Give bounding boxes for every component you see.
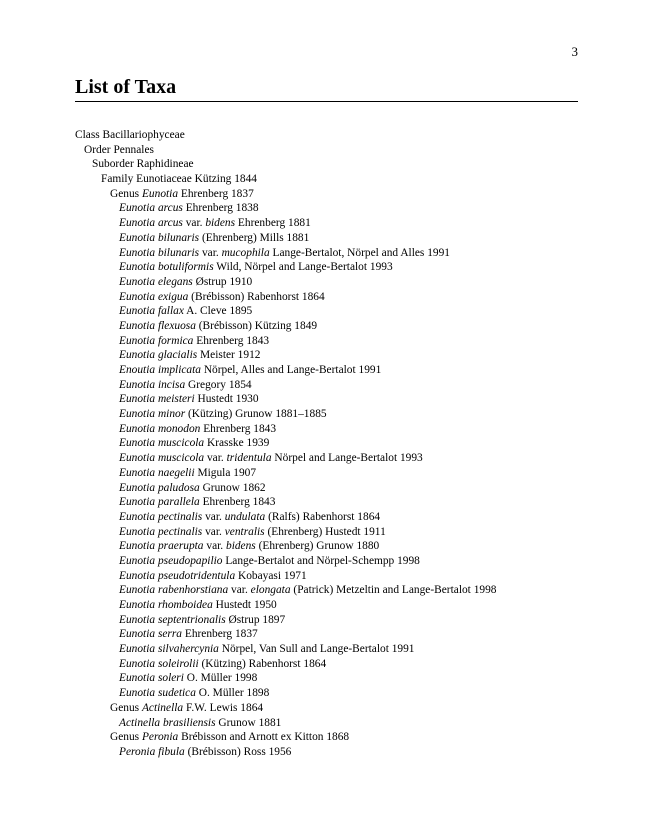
taxon-genus: Eunotia xyxy=(119,452,156,465)
taxon-genus: Enoutia xyxy=(119,364,156,376)
taxon-genus: Eunotia xyxy=(119,217,156,230)
taxon-entry xyxy=(75,583,605,598)
taxon-author: Kützing 1844 xyxy=(194,173,257,186)
taxon-species: arcus xyxy=(157,217,183,230)
taxon-species: minor xyxy=(157,408,186,421)
taxon-author: A. Cleve 1895 xyxy=(186,305,253,318)
taxon-entry xyxy=(75,319,605,334)
taxon-name: Eunotiaceae xyxy=(136,173,192,186)
taxon-infra-rank: var. xyxy=(231,584,248,597)
taxon-species: serra xyxy=(157,628,182,641)
taxon-entry xyxy=(75,436,605,451)
taxon-author: Lange-Bertalot, Nörpel and Alles 1991 xyxy=(272,246,450,259)
taxon-entry xyxy=(75,657,605,672)
taxon-author: Ehrenberg 1881 xyxy=(237,217,311,230)
taxon-genus: Eunotia xyxy=(119,496,156,509)
taxon-rank: Class xyxy=(75,129,100,141)
taxon-genus: Eunotia xyxy=(119,319,156,332)
taxon-entry xyxy=(75,378,605,393)
taxon-genus: Eunotia xyxy=(119,628,156,641)
taxon-rank: Order xyxy=(84,143,111,156)
taxon-species: monodon xyxy=(157,422,201,435)
taxon-infra-rank: var. xyxy=(205,510,222,523)
taxon-genus: Eunotia xyxy=(119,672,156,685)
taxon-infra-rank: var. xyxy=(185,217,203,230)
taxon-author: (Ehrenberg) Mills 1881 xyxy=(201,231,310,244)
taxon-entry xyxy=(75,231,605,246)
taxon-name: Eunotia xyxy=(141,187,179,200)
taxon-entry xyxy=(75,128,605,143)
taxon-genus: Eunotia xyxy=(119,408,156,421)
taxon-author: Nörpel, Van Sull and Lange-Bertalot 1991 xyxy=(221,643,415,656)
taxon-genus: Eunotia xyxy=(119,657,156,670)
taxon-genus: Eunotia xyxy=(119,554,156,567)
taxon-author: Wild, Nörpel and Lange-Bertalot 1993 xyxy=(216,261,393,274)
taxon-entry xyxy=(75,745,605,760)
taxon-genus: Eunotia xyxy=(119,290,156,303)
taxon-species: septentrionalis xyxy=(157,613,226,626)
taxon-name: Bacillariophyceae xyxy=(102,129,185,141)
taxon-rank: Genus xyxy=(110,731,140,744)
taxon-author: (Ehrenberg) Hustedt 1911 xyxy=(267,525,386,538)
taxon-author: (Brébisson) Rabenhorst 1864 xyxy=(191,290,325,303)
taxon-author: F.W. Lewis 1864 xyxy=(185,701,264,714)
taxon-entry xyxy=(75,701,605,716)
taxon-species: soleirolii xyxy=(157,657,199,670)
taxon-rank: Genus xyxy=(110,187,140,200)
taxon-species: arcus xyxy=(157,202,183,215)
taxon-species: parallela xyxy=(157,496,200,509)
taxon-infraspecific: bidens xyxy=(205,217,236,230)
taxon-author: Østrup 1897 xyxy=(228,613,286,626)
taxon-entry xyxy=(75,187,605,202)
taxon-genus: Eunotia xyxy=(119,202,156,215)
taxon-author: Ehrenberg 1837 xyxy=(180,187,254,200)
title-rule xyxy=(75,101,578,102)
taxon-genus: Eunotia xyxy=(119,422,156,435)
taxon-entry xyxy=(75,216,605,231)
taxon-author: Migula 1907 xyxy=(197,466,257,479)
taxon-genus: Eunotia xyxy=(119,540,156,553)
taxon-author: Ehrenberg 1843 xyxy=(203,422,277,435)
taxon-genus: Eunotia xyxy=(119,437,156,450)
taxon-entry xyxy=(75,201,605,216)
taxon-genus: Eunotia xyxy=(119,687,156,700)
taxon-entry xyxy=(75,642,605,657)
taxon-species: bilunaris xyxy=(157,231,200,244)
taxon-infra-rank: var. xyxy=(206,540,224,553)
taxon-entry xyxy=(75,334,605,349)
taxon-species: meisteri xyxy=(157,393,195,406)
taxon-author: (Patrick) Metzeltin and Lange-Bertalot 1998 xyxy=(293,584,497,597)
taxon-author: O. Müller 1998 xyxy=(186,672,258,685)
taxon-species: implicata xyxy=(157,364,201,376)
taxon-entry xyxy=(75,569,605,584)
taxon-species: muscicola xyxy=(157,437,205,450)
taxon-species: glacialis xyxy=(157,349,198,362)
taxon-rank: Genus xyxy=(110,701,140,714)
taxon-entry xyxy=(75,407,605,422)
taxon-infra-rank: var. xyxy=(201,246,219,259)
taxon-entry xyxy=(75,495,605,510)
taxon-species: elegans xyxy=(157,275,193,288)
taxon-species: pectinalis xyxy=(157,510,203,523)
taxon-entry xyxy=(75,275,605,290)
taxon-genus: Eunotia xyxy=(119,349,156,362)
taxon-species: fibula xyxy=(158,745,185,758)
taxon-entry xyxy=(75,613,605,628)
page-number: 3 xyxy=(571,44,578,59)
taxon-author: (Brébisson) Ross 1956 xyxy=(187,745,292,758)
taxon-infraspecific: undulata xyxy=(224,510,266,523)
taxon-genus: Eunotia xyxy=(119,525,156,538)
taxon-entry xyxy=(75,716,605,731)
taxon-entry xyxy=(75,539,605,554)
taxon-species: exigua xyxy=(157,290,189,303)
taxon-species: paludosa xyxy=(157,481,200,494)
taxon-name: Actinella xyxy=(141,701,184,714)
taxon-genus: Eunotia xyxy=(119,569,156,582)
taxon-genus: Eunotia xyxy=(119,231,156,244)
taxon-species: pectinalis xyxy=(157,525,203,538)
taxon-name: Peronia xyxy=(141,731,179,744)
taxon-genus: Eunotia xyxy=(119,246,156,259)
taxon-genus: Eunotia xyxy=(119,275,156,288)
taxon-entry xyxy=(75,157,605,172)
taxon-species: incisa xyxy=(157,378,186,391)
taxon-genus: Eunotia xyxy=(119,466,156,479)
taxon-infraspecific: ventralis xyxy=(224,525,265,538)
taxon-entry xyxy=(75,451,605,466)
taxon-author: Ehrenberg 1843 xyxy=(196,334,270,347)
taxon-genus: Peronia xyxy=(119,745,156,758)
taxon-author: Ehrenberg 1837 xyxy=(184,628,258,641)
taxon-infra-rank: var. xyxy=(205,525,222,538)
taxon-entry xyxy=(75,260,605,275)
taxon-species: soleri xyxy=(157,672,184,685)
taxon-author: Gregory 1854 xyxy=(188,378,252,391)
taxon-author: Kobayasi 1971 xyxy=(238,569,307,582)
taxon-author: Ehrenberg 1838 xyxy=(185,202,259,215)
taxon-entry xyxy=(75,392,605,407)
taxon-author: Grunow 1881 xyxy=(218,716,282,729)
taxon-author: Lange-Bertalot and Nörpel-Schempp 1998 xyxy=(225,554,420,567)
taxon-author: Meister 1912 xyxy=(200,349,261,362)
taxon-author: Østrup 1910 xyxy=(195,275,253,288)
taxon-species: pseudotridentula xyxy=(157,569,236,582)
taxon-author: (Kützing) Rabenhorst 1864 xyxy=(201,657,327,670)
taxon-rank: Family xyxy=(101,173,134,186)
taxon-entry xyxy=(75,627,605,642)
taxon-name: Pennales xyxy=(113,143,154,156)
taxon-species: silvahercynia xyxy=(157,643,219,656)
taxon-species: praerupta xyxy=(157,540,204,553)
taxon-entry xyxy=(75,348,605,363)
taxon-author: (Ehrenberg) Grunow 1880 xyxy=(258,540,380,553)
taxon-species: fallax xyxy=(157,305,184,318)
taxon-infraspecific: mucophila xyxy=(221,246,270,259)
taxon-species: muscicola xyxy=(157,452,205,465)
taxon-name: Raphidineae xyxy=(136,158,194,171)
taxon-author: (Brébisson) Kützing 1849 xyxy=(198,319,318,332)
taxon-entry xyxy=(75,510,605,525)
taxon-author: Nörpel and Lange-Bertalot 1993 xyxy=(274,452,423,465)
taxon-genus: Eunotia xyxy=(119,643,156,656)
taxon-entry xyxy=(75,525,605,540)
taxon-entry xyxy=(75,304,605,319)
taxon-genus: Eunotia xyxy=(119,305,156,318)
taxon-genus: Eunotia xyxy=(119,510,156,523)
taxon-genus: Eunotia xyxy=(119,613,156,626)
taxon-author: Grunow 1862 xyxy=(202,481,266,494)
taxon-entry xyxy=(75,143,605,158)
taxon-infraspecific: elongata xyxy=(250,584,291,597)
taxon-species: brasiliensis xyxy=(162,716,216,729)
taxon-entry xyxy=(75,554,605,569)
taxon-entry xyxy=(75,730,605,745)
taxon-author: (Ralfs) Rabenhorst 1864 xyxy=(268,510,381,523)
taxon-infraspecific: bidens xyxy=(226,540,256,553)
taxon-species: formica xyxy=(157,334,194,347)
taxon-author: Hustedt 1950 xyxy=(215,599,277,611)
taxon-entry xyxy=(75,172,605,187)
taxon-entry xyxy=(75,363,605,378)
taxon-genus: Eunotia xyxy=(119,599,156,611)
taxon-species: pseudopapilio xyxy=(157,554,223,567)
taxon-species: bilunaris xyxy=(157,246,200,259)
taxon-genus: Eunotia xyxy=(119,261,156,274)
taxon-author: Ehrenberg 1843 xyxy=(202,496,276,509)
taxon-genus: Actinella xyxy=(119,716,161,729)
taxon-author: Hustedt 1930 xyxy=(197,393,259,406)
taxon-species: rhomboidea xyxy=(157,599,213,611)
taxon-author: Krasske 1939 xyxy=(206,437,270,450)
taxon-author: Brébisson and Arnott ex Kitton 1868 xyxy=(181,731,350,744)
taxon-author: O. Müller 1898 xyxy=(198,687,270,700)
taxon-species: sudetica xyxy=(157,687,196,700)
taxon-entry xyxy=(75,598,605,613)
taxon-species: botuliformis xyxy=(157,261,214,274)
taxon-genus: Eunotia xyxy=(119,584,156,597)
taxon-entry xyxy=(75,481,605,496)
taxon-entry xyxy=(75,246,605,261)
taxon-author: Nörpel, Alles and Lange-Bertalot 1991 xyxy=(203,364,382,376)
taxon-entry xyxy=(75,686,605,701)
taxon-genus: Eunotia xyxy=(119,393,156,406)
taxon-infraspecific: tridentula xyxy=(226,452,272,465)
page-title: List of Taxa xyxy=(75,76,177,98)
taxon-infra-rank: var. xyxy=(206,452,224,465)
taxon-entry xyxy=(75,466,605,481)
taxa-list xyxy=(75,128,605,760)
taxon-species: naegelii xyxy=(157,466,195,479)
taxon-entry xyxy=(75,290,605,305)
taxon-author: (Kützing) Grunow 1881–1885 xyxy=(188,408,327,421)
taxon-entry xyxy=(75,671,605,686)
taxon-entry xyxy=(75,422,605,437)
taxon-genus: Eunotia xyxy=(119,481,156,494)
taxon-genus: Eunotia xyxy=(119,378,156,391)
taxon-species: rabenhorstiana xyxy=(157,584,229,597)
taxon-species: flexuosa xyxy=(157,319,196,332)
taxon-genus: Eunotia xyxy=(119,334,156,347)
taxon-rank: Suborder xyxy=(92,158,134,171)
